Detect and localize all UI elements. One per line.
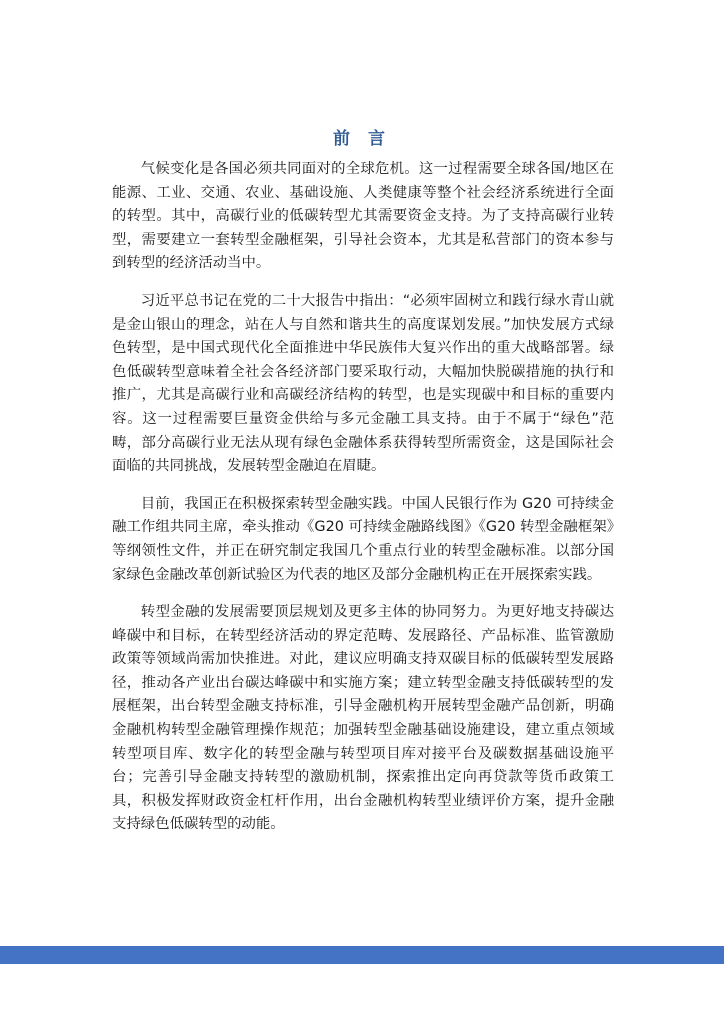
paragraph-3: 目前，我国正在积极探索转型金融实践。中国人民银行作为 G20 可持续金融工作组共同主席，牵头推动《G20 可持续金融路线图》《G20 转型金融框架》等纲领性文件，并正在研究制定我国几个重点行业的转型金融标准。以部分国家绿色金融改革创新试验区为代表的地区及部分金融机构正在开展探索实践。 [112,495,614,583]
paragraph-1: 气候变化是各国必须共同面对的全球危机。这一过程需要全球各国/地区在能源、工业、交通、农业、基础设施、人类健康等整个社会经济系统进行全面的转型。其中，高碳行业的低碳转型尤其需要资金支持。为了支持高碳行业转型，需要建立一套转型金融框架，引导社会资本，尤其是私营部门的资本参与到转型的经济活动当中。 [112,161,614,272]
paragraph-2: 习近平总书记在党的二十大报告中指出：“必须牢固树立和践行绿水青山就是金山银山的理念，站在人与自然和谐共生的高度谋划发展。”加快发展方式绿色转型，是中国式现代化全面推进中华民族伟大复兴作出的重大战略部署。绿色低碳转型意味着全社会各经济部门要采取行动，大幅加快脱碳措施的执行和推广，尤其是高碳行业和高碳经济结构的转型，也是实现碳中和目标的重要内容。这一过程需要巨量资金供给与多元金融工具支持。由于不属于“绿色”范畴，部分高碳行业无法从现有绿色金融体系获得转型所需资金，这是国际社会面临的共同挑战，发展转型金融迫在眉睫。 [112,292,614,475]
footer-bar [0,946,724,964]
paragraph-4: 转型金融的发展需要顶层规划及更多主体的协同努力。为更好地支持碳达峰碳中和目标，在转型经济活动的界定范畴、发展路径、产品标准、监管激励政策等领域尚需加快推进。对此，建议应明确支持双碳目标的低碳转型发展路径，推动各产业出台碳达峰碳中和实施方案；建立转型金融支持低碳转型的发展框架，出台转型金融支持标准，引导金融机构开展转型金融产品创新，明确金融机构转型金融管理操作规范；加强转型金融基础设施建设，建立重点领域转型项目库、数字化的转型金融与转型项目库对接平台及碳数据基础设施平台；完善引导金融支持转型的激励机制，探索推出定向再贷款等货币政策工具，积极发挥财政资金杠杆作用，出台金融机构转型业绩评价方案，提升金融支持绿色低碳转型的动能。 [112,604,614,833]
body-text [112,158,614,851]
page-title: 前 言 [333,129,391,149]
